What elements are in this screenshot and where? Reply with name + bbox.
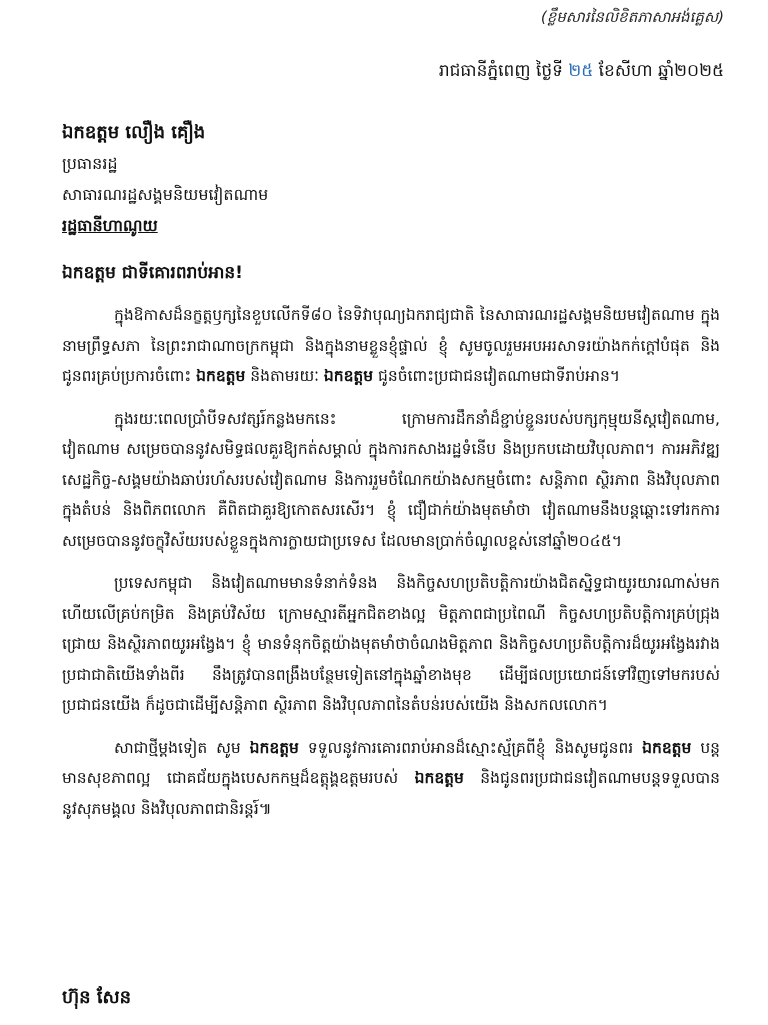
recipient-city: រដ្ឋធានីហាណូយ [62, 216, 158, 235]
letter-body [62, 300, 720, 836]
recipient-country: សាធារណរដ្ឋសង្គមនិយមវៀតណាម [62, 185, 269, 204]
paragraph-2: ក្នុងរយៈពេលប្រាំបីទសវត្សរ៍កន្លងមកនេះ ក្រោមការដឹកនាំដ៏ខ្ជាប់ខ្ជួនរបស់បក្សកុម្មុយនីស្តវៀតណាម, វៀតណាម សម្រេចបាននូវសមិទ្ធផលគួរឱ្យកត់សម្គាល់ ក្នុងការកសាងរដ្ឋទំនើប និងប្រកបដោយវិបុលភាព។ ការអភិវឌ្ឍសេដ្ឋកិច្ច-សង្គមយ៉ាងឆាប់រហ័សរបស់វៀតណាម និងការរួមចំណែកយ៉ាងសកម្មចំពោះ សន្តិភាព ស្ថិរភាព និងវិបុលភាពក្នុងតំបន់ និងពិភពលោក គឺពិតជាគួរឱ្យកោតសរសើរ។ ខ្ញុំ ជឿជាក់យ៉ាងមុតមាំថា វៀតណាមនឹងបន្តឆ្ពោះទៅរកការសម្រេចបាននូវចក្ខុវិស័យរបស់ខ្លួនក្នុងការក្លាយជាប្រទេស ដែលមានប្រាក់ចំណូលខ្ពស់នៅឆ្នាំ២០៤៥។ [62, 409, 720, 550]
date-suffix: ខែសីហា ឆ្នាំ២០២៥ [598, 61, 724, 81]
paragraph-text: ទទួលនូវការគោរពរាប់អានដ៏ស្មោះស្ម័គ្រពីខ្ញុំ និងសូមជូនពរ [307, 738, 634, 757]
honorific: ឯកឧត្តម [323, 367, 374, 385]
paragraph-3: ប្រទេសកម្ពុជា និងវៀតណាមមានទំនាក់ទំនង និងកិច្ចសហប្រតិបត្តិការយ៉ាងជិតស្និទ្ធជាយូរយារណាស់មកហើយលើគ្រប់កម្រិត និងគ្រប់វិស័យ ក្រោមស្មារតីអ្នកជិតខាងល្អ មិត្តភាពជាប្រពៃណី កិច្ចសហប្រតិបត្តិការគ្រប់ជ្រុងជ្រោយ និងស្ថិរភាពយូរអង្វែង។ ខ្ញុំ មានទំនុកចិត្តយ៉ាងមុតមាំថាចំណងមិត្តភាព និងកិច្ចសហប្រតិបត្តិការដ៏យូរអង្វែងរវាងប្រជាជាតិយើងទាំងពីរ នឹងត្រូវបានពង្រឹងបន្ថែមទៀតនៅក្នុងឆ្នាំខាងមុខ ដើម្បីផលប្រយោជន៍ទៅវិញទៅមករបស់ប្រជាជនយើង ក៏ដូចជាដើម្បីសន្តិភាព ស្ថិរភាព និងវិបុលភាពនៃតំបន់របស់យើង និងសកលលោក។ [62, 574, 720, 714]
paragraph-text: ក្នុងឱកាសដ៏នក្ខត្តឫក្សនៃខួបលើកទី៨០ នៃទិវាបុណ្យឯករាជ្យជាតិ នៃសាធារណរដ្ឋសង្គមនិយមវៀតណាម ក្នុងនាមព្រឹទ្ធសភា នៃព្រះរាជាណាចក្រកម្ពុជា និងក្នុងនាមខ្លួនខ្ញុំផ្ទាល់ ខ្ញុំ សូមចូលរួមអបអរសាទរយ៉ាងកក់ក្ដៅបំផុត និងជូនពរគ្រប់ប្រការចំពោះ [62, 306, 720, 385]
honorific: ឯកឧត្តម [249, 738, 299, 757]
paragraph-4 [62, 733, 720, 825]
paragraph-1 [62, 300, 720, 392]
recipient-name: ឯកឧត្តម លឿង គឿង [62, 122, 206, 143]
signature-name: ហ៊ុន សែន [62, 987, 132, 1008]
paragraph-text: និងតាមរយៈ [250, 367, 319, 385]
honorific: ឯកឧត្តម [196, 367, 246, 385]
paragraph-text: សាជាថ្មីម្ដងទៀត សូម [114, 738, 241, 757]
date-day: ២៥ [568, 61, 594, 81]
paragraph-text: និងជូនពរប្រជាជនវៀតណាមបន្តទទួលបាននូវសុភមង្គល និងវិបុលភាពជានិរន្តរ៍៕ [62, 769, 720, 818]
translation-note: (ខ្លឹមសារនៃលិខិតភាសាអង់គ្លេស) [540, 8, 724, 26]
salutation: ឯកឧត្តម ជាទីគោរពរាប់អាន! [62, 263, 243, 283]
honorific: ឯកឧត្តម [414, 769, 464, 787]
date-prefix: រាជធានីភ្នំពេញ ថ្ងៃទី [438, 61, 563, 81]
recipient-title: ប្រធានរដ្ឋ [62, 154, 118, 173]
recipient-block [62, 118, 722, 241]
honorific: ឯកឧត្តម [642, 738, 692, 757]
dateline [439, 60, 724, 85]
paragraph-text: ជូនចំពោះប្រជាជនវៀតណាមជាទីរាប់អាន។ [378, 367, 621, 385]
paragraph-text: បន្តមានសុខភាពល្អ ជោគជ័យក្នុងបេសកកម្មដ៏ឧត្តុង្គឧត្តមរបស់ [62, 738, 720, 787]
